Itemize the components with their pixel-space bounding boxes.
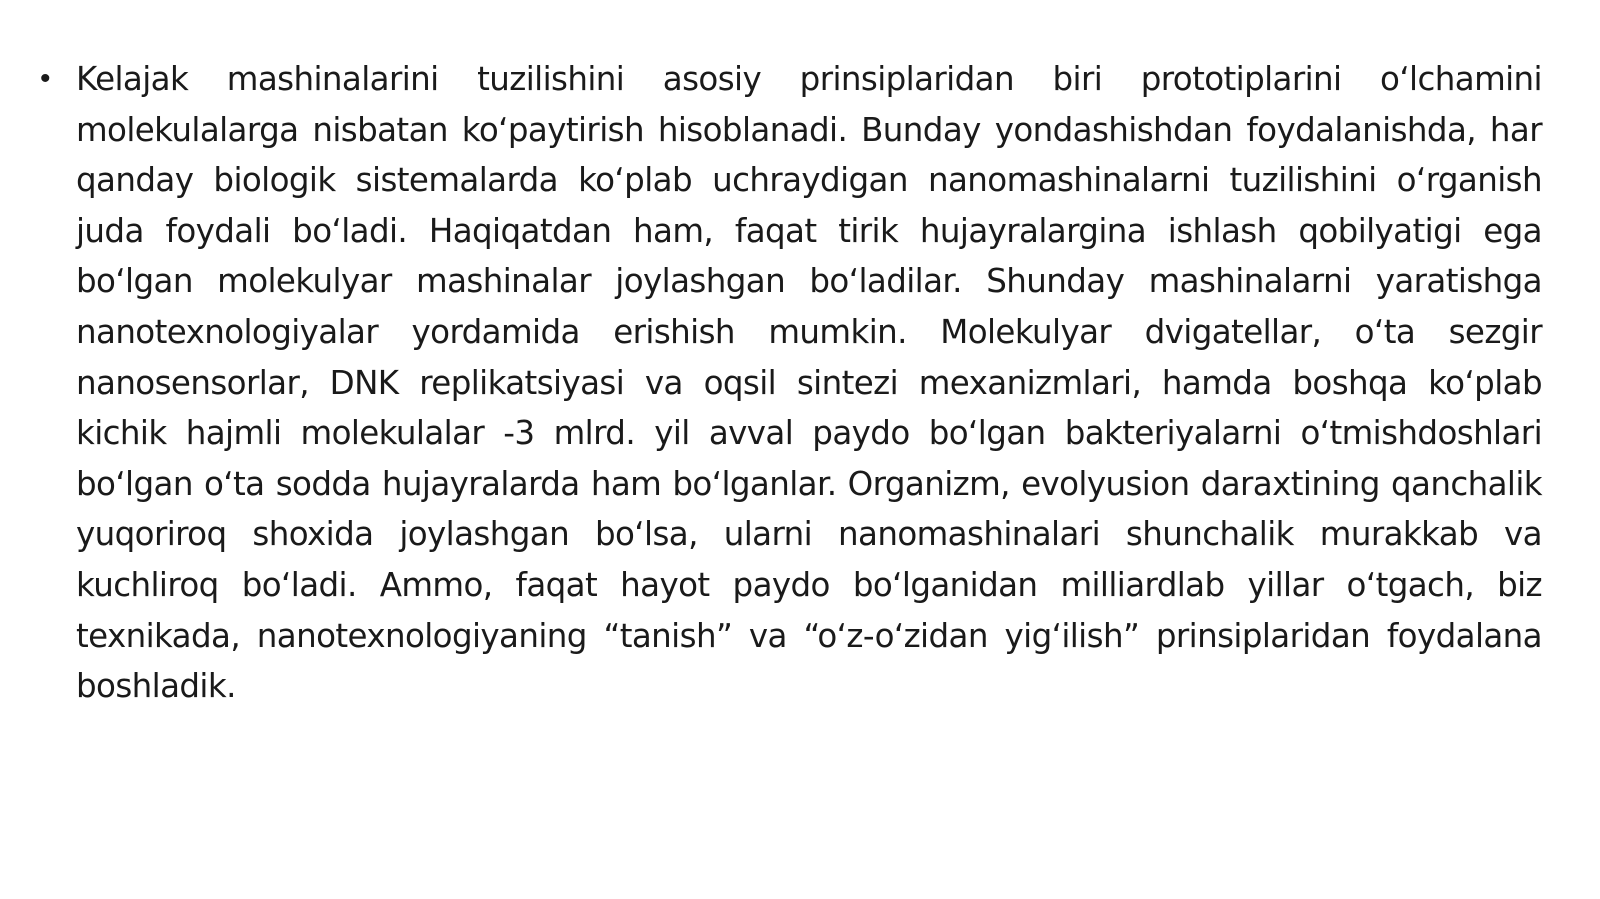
- bullet-marker: •: [40, 62, 51, 95]
- bullet-list: [40, 54, 1542, 712]
- body-paragraph: Kelajak mashinalarini tuzilishini asosiy prinsiplaridan biri prototiplarini oʻlchamini molekulalarga nisbatan koʻpaytirish hisoblanadi. Bunday yondashishdan foydalanishda, har qanday biologik sistemalarda koʻplab uchraydigan nanomashinalarni tuzilishini oʻrganish juda foydali boʻladi. Haqiqatdan ham, faqat tirik hujayralargina ishlash qobilyatigi ega boʻlgan molekulyar mashinalar joylashgan boʻladilar. Shunday mashinalarni yaratishga nanotexnologiyalar yordamida erishish mumkin. Molekulyar dvigatellar, oʻta sezgir nanosensorlar, DNK replikatsiyasi va oqsil sintezi mexanizmlari, hamda boshqa koʻplab kichik hajmli molekulalar -3 mlrd. yil avval paydo boʻlgan bakteriyalarni oʻtmishdoshlari boʻlgan oʻta sodda hujayralarda ham boʻlganlar. Organizm, evolyusion daraxtining qanchalik yuqoriroq shoxida joylashgan boʻlsa, ularni nanomashinalari shunchalik murakkab va kuchliroq boʻladi. Ammo, faqat hayot paydo boʻlganidan milliardlab yillar oʻtgach, biz texnikada, nanotexnologiyaning “tanish” va “oʻz-oʻzidan yigʻilish” prinsiplaridan foydalana boshladik.: [76, 60, 1542, 706]
- bullet-item: [40, 54, 1542, 712]
